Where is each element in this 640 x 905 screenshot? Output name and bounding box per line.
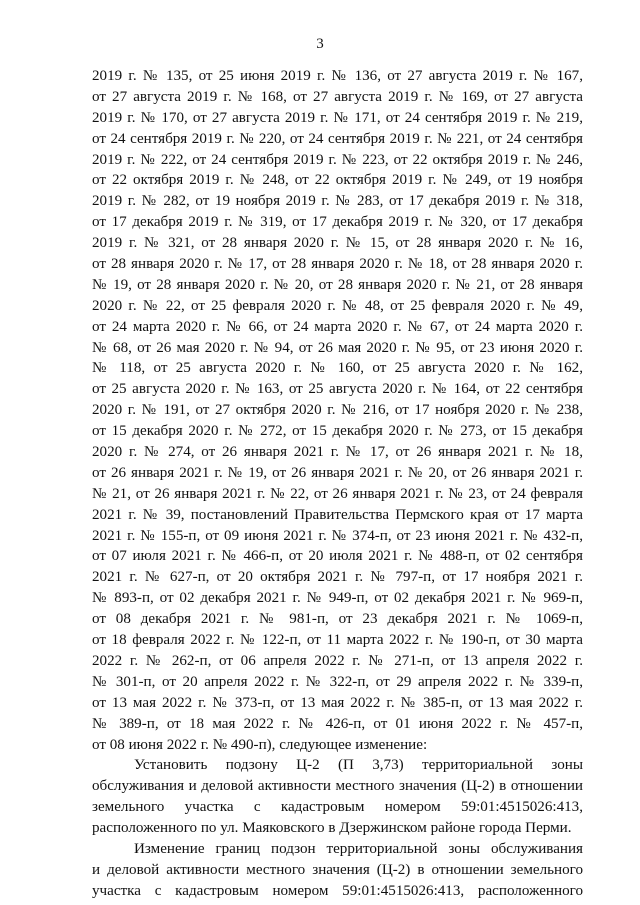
text-line: 2019 г. № 222, от 24 сентября 2019 г. № 223, от 22 октября 2019 г. № 246, <box>92 151 583 168</box>
text-line: обслуживания и деловой активности местного значения (Ц-2) в отношении <box>92 778 583 795</box>
text-line: № 389-п, от 18 мая 2022 г. № 426-п, от 01 июня 2022 г. № 457-п, <box>92 715 583 732</box>
text-line: от 24 сентября 2019 г. № 220, от 24 сентября 2019 г. № 221, от 24 сентября <box>92 130 583 147</box>
text-line: 2020 г. № 22, от 25 февраля 2020 г. № 48, от 25 февраля 2020 г. № 49, <box>92 297 583 314</box>
text-line: 2021 г. № 155-п, от 09 июня 2021 г. № 374-п, от 23 июня 2021 г. № 432-п, <box>92 527 583 544</box>
text-line: 2021 г. № 39, постановлений Правительства Пермского края от 17 марта <box>92 506 583 523</box>
text-line: от 08 декабря 2021 г. № 981-п, от 23 декабря 2021 г. № 1069-п, <box>92 611 583 628</box>
text-line: № 118, от 25 августа 2020 г. № 160, от 25 августа 2020 г. № 162, <box>92 360 583 377</box>
text-line: 2019 г. № 282, от 19 ноября 2019 г. № 283, от 17 декабря 2019 г. № 318, <box>92 193 583 210</box>
text-line: № 68, от 26 мая 2020 г. № 94, от 26 мая 2020 г. № 95, от 23 июня 2020 г. <box>92 339 583 356</box>
text-line: 2022 г. № 262-п, от 06 апреля 2022 г. № 271-п, от 13 апреля 2022 г. <box>92 652 583 669</box>
text-line: № 19, от 28 января 2020 г. № 20, от 28 января 2020 г. № 21, от 28 января <box>92 276 583 293</box>
text-line: земельного участка с кадастровым номером 59:01:4515026:413, <box>92 799 583 816</box>
text-line: от 15 декабря 2020 г. № 272, от 15 декабря 2020 г. № 273, от 15 декабря <box>92 423 583 440</box>
text-line: от 28 января 2020 г. № 17, от 28 января 2020 г. № 18, от 28 января 2020 г. <box>92 256 583 273</box>
text-line: расположенного по ул. Маяковского в Дзержинском районе города Перми. <box>92 820 572 837</box>
text-line: № 893-п, от 02 декабря 2021 г. № 949-п, от 02 декабря 2021 г. № 969-п, <box>92 590 583 607</box>
text-line: 2019 г. № 321, от 28 января 2020 г. № 15, от 28 января 2020 г. № 16, <box>92 235 583 252</box>
text-line: 2020 г. № 274, от 26 января 2021 г. № 17, от 26 января 2021 г. № 18, <box>92 444 583 461</box>
text-line: от 26 января 2021 г. № 19, от 26 января 2021 г. № 20, от 26 января 2021 г. <box>92 464 583 481</box>
text-line: и деловой активности местного значения (Ц-2) в отношении земельного <box>92 861 583 878</box>
text-line: № 301-п, от 20 апреля 2022 г. № 322-п, от 29 апреля 2022 г. № 339-п, <box>92 673 583 690</box>
document-body <box>92 66 583 902</box>
text-line: 2019 г. № 135, от 25 июня 2019 г. № 136, от 27 августа 2019 г. № 167, <box>92 68 583 84</box>
text-line: 2021 г. № 627-п, от 20 октября 2021 г. № 797-п, от 17 ноября 2021 г. <box>92 569 583 586</box>
text-line: от 13 мая 2022 г. № 373-п, от 13 мая 2022 г. № 385-п, от 13 мая 2022 г. <box>92 694 583 711</box>
text-line: Установить подзону Ц-2 (П 3,73) территориальной зоны <box>134 757 583 774</box>
text-line: от 07 июля 2021 г. № 466-п, от 20 июля 2021 г. № 488-п, от 02 сентября <box>92 548 583 565</box>
text-line: от 18 февраля 2022 г. № 122-п, от 11 марта 2022 г. № 190-п, от 30 марта <box>92 632 583 649</box>
text-line: 2019 г. № 170, от 27 августа 2019 г. № 171, от 24 сентября 2019 г. № 219, <box>92 109 583 126</box>
text-line: от 08 июня 2022 г. № 490-п), следующее изменение: <box>92 736 428 753</box>
text-line: от 25 августа 2020 г. № 163, от 25 августа 2020 г. № 164, от 22 сентября <box>92 381 583 398</box>
text-line: от 17 декабря 2019 г. № 319, от 17 декабря 2019 г. № 320, от 17 декабря <box>92 214 583 231</box>
text-line: от 22 октября 2019 г. № 248, от 22 октября 2019 г. № 249, от 19 ноября <box>92 172 583 189</box>
page-number: 3 <box>316 36 324 52</box>
text-line: № 21, от 26 января 2021 г. № 22, от 26 января 2021 г. № 23, от 24 февраля <box>92 485 583 502</box>
text-line: Изменение границ подзон территориальной зоны обслуживания <box>134 840 583 857</box>
text-line: 2020 г. № 191, от 27 октября 2020 г. № 216, от 17 ноября 2020 г. № 238, <box>92 402 583 419</box>
text-line: от 24 марта 2020 г. № 66, от 24 марта 2020 г. № 67, от 24 марта 2020 г. <box>92 318 583 335</box>
text-line: от 27 августа 2019 г. № 168, от 27 августа 2019 г. № 169, от 27 августа <box>92 88 583 105</box>
text-line: участка с кадастровым номером 59:01:4515026:413, расположенного <box>92 882 583 899</box>
